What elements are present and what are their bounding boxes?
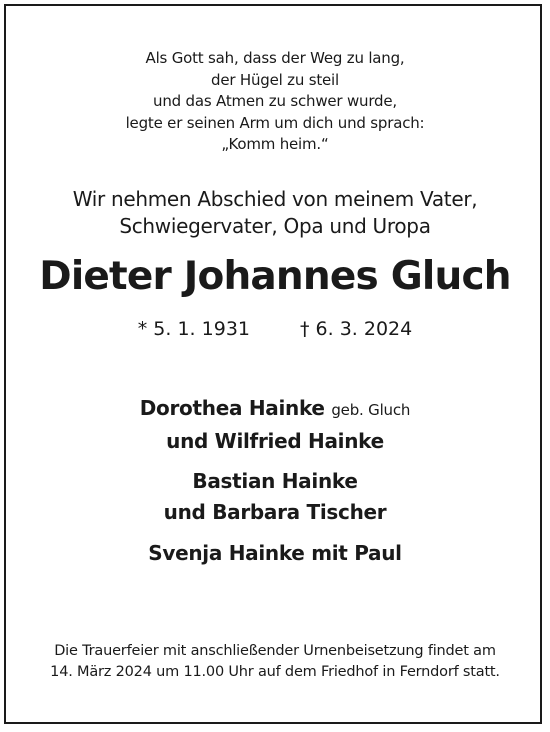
funeral-note: [0, 641, 550, 683]
family-line: Svenja Hainke mit Paul: [148, 541, 402, 565]
mourner-name: Dorothea Hainke: [139, 396, 325, 420]
farewell-intro: [0, 186, 550, 240]
family-group-1: [0, 393, 550, 457]
family-line: [0, 393, 550, 426]
family-line: Bastian Hainke: [192, 469, 358, 493]
poem-line: Als Gott sah, dass der Weg zu lang,: [145, 49, 405, 67]
family-line: und Barbara Tischer: [163, 500, 387, 524]
intro-line: Wir nehmen Abschied von meinem Vater,: [72, 187, 478, 211]
note-line: 14. März 2024 um 11.00 Uhr auf dem Friedhof in Ferndorf statt.: [50, 664, 500, 680]
family-group-2: [0, 466, 550, 528]
deceased-name: Dieter Johannes Gluch: [39, 254, 511, 299]
family-line: und Wilfried Hainke: [166, 429, 384, 453]
life-dates: [0, 317, 550, 341]
family-group-3: [0, 538, 550, 569]
poem-block: [0, 48, 550, 156]
birth-date: * 5. 1. 1931: [137, 318, 250, 340]
maiden-name: geb. Gluch: [331, 401, 411, 419]
poem-line: der Hügel zu steil: [211, 70, 339, 89]
note-line: Die Trauerfeier mit anschließender Urnenbeisetzung findet am: [54, 643, 496, 659]
death-date: † 6. 3. 2024: [300, 318, 413, 340]
poem-line: legte er seinen Arm um dich und sprach:: [125, 113, 425, 132]
poem-line: „Komm heim.“: [221, 135, 329, 153]
intro-line: Schwiegervater, Opa und Uropa: [119, 214, 431, 238]
poem-line: und das Atmen zu schwer wurde,: [153, 92, 397, 110]
